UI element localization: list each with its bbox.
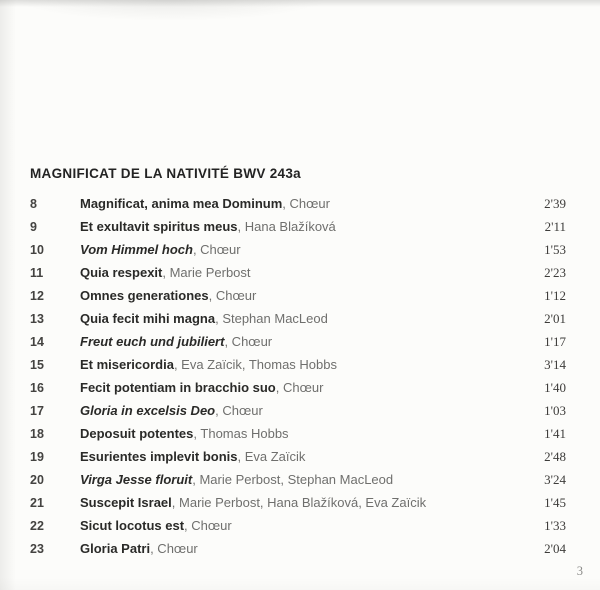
track-title: Vom Himmel hoch bbox=[80, 242, 193, 257]
track-title: Gloria Patri bbox=[80, 541, 151, 556]
track-number: 14 bbox=[30, 334, 44, 349]
track-row bbox=[30, 468, 566, 491]
track-number: 20 bbox=[30, 472, 44, 487]
track-duration: 3'14 bbox=[544, 356, 566, 372]
page-number: 3 bbox=[576, 564, 583, 578]
track-duration: 1'17 bbox=[544, 333, 566, 349]
track-text bbox=[80, 288, 532, 303]
track-performers: , Chœur bbox=[224, 334, 273, 349]
track-text bbox=[80, 449, 532, 464]
track-performers: , Chœur bbox=[215, 403, 263, 418]
track-row bbox=[30, 422, 566, 445]
track-duration: 1'03 bbox=[544, 402, 566, 418]
track-list bbox=[30, 192, 566, 560]
track-title: Suscepit Israel bbox=[80, 495, 172, 510]
track-row bbox=[30, 445, 566, 468]
track-title: Freut euch und jubiliert bbox=[80, 334, 225, 349]
track-text bbox=[80, 518, 532, 533]
track-row bbox=[30, 399, 566, 422]
track-row bbox=[30, 537, 566, 560]
track-row bbox=[30, 307, 566, 330]
track-performers: , Thomas Hobbs bbox=[193, 426, 289, 441]
track-number: 21 bbox=[30, 495, 44, 510]
track-performers: , Eva Zaïcik bbox=[237, 449, 306, 464]
track-text bbox=[80, 426, 532, 441]
track-performers: , Hana Blažíková bbox=[237, 219, 336, 234]
track-number: 8 bbox=[30, 196, 37, 211]
track-duration: 1'12 bbox=[544, 287, 566, 303]
track-performers: , Chœur bbox=[275, 380, 324, 395]
track-text bbox=[80, 334, 532, 349]
track-row bbox=[30, 491, 566, 514]
track-number: 9 bbox=[30, 219, 37, 234]
track-row bbox=[30, 261, 566, 284]
track-duration: 1'40 bbox=[544, 379, 566, 395]
track-duration: 2'01 bbox=[544, 310, 566, 326]
track-title: Deposuit potentes bbox=[80, 426, 194, 441]
track-title: Quia fecit mihi magna bbox=[80, 311, 216, 326]
track-row bbox=[30, 238, 566, 261]
track-title: Et misericordia bbox=[80, 357, 174, 372]
track-duration: 2'04 bbox=[544, 540, 566, 556]
track-title: Gloria in excelsis Deo bbox=[80, 403, 216, 418]
track-performers: , Chœur bbox=[282, 196, 330, 211]
track-text bbox=[80, 311, 532, 326]
track-title: Omnes generationes bbox=[80, 288, 209, 303]
track-number: 23 bbox=[30, 541, 44, 556]
track-number: 18 bbox=[30, 426, 44, 441]
track-duration: 2'11 bbox=[544, 218, 566, 234]
track-duration: 2'23 bbox=[544, 264, 566, 280]
track-row bbox=[30, 353, 566, 376]
track-number: 10 bbox=[30, 242, 44, 257]
track-performers: , Chœur bbox=[192, 242, 241, 257]
track-duration: 2'39 bbox=[544, 195, 566, 211]
track-title: Virga Jesse floruit bbox=[80, 472, 193, 487]
track-row bbox=[30, 330, 566, 353]
track-number: 15 bbox=[30, 357, 44, 372]
track-performers: , Chœur bbox=[150, 541, 198, 556]
track-performers: , Marie Perbost, Stephan MacLeod bbox=[192, 472, 394, 487]
track-row bbox=[30, 376, 566, 399]
track-text bbox=[80, 357, 532, 372]
track-text bbox=[80, 495, 532, 510]
track-duration: 1'45 bbox=[544, 494, 566, 510]
track-title: Fecit potentiam in bracchio suo bbox=[80, 380, 276, 395]
track-row bbox=[30, 514, 566, 537]
track-text bbox=[80, 472, 532, 487]
track-duration: 1'41 bbox=[544, 425, 566, 441]
track-performers: , Chœur bbox=[208, 288, 257, 303]
track-title: Quia respexit bbox=[80, 265, 163, 280]
track-text bbox=[80, 541, 532, 556]
track-duration: 1'33 bbox=[544, 517, 566, 533]
track-text bbox=[80, 265, 532, 280]
track-performers: , Chœur bbox=[184, 518, 232, 533]
track-number: 12 bbox=[30, 288, 44, 303]
track-performers: , Stephan MacLeod bbox=[215, 311, 328, 326]
track-title: Et exultavit spiritus meus bbox=[80, 219, 238, 234]
track-number: 19 bbox=[30, 449, 44, 464]
track-number: 13 bbox=[30, 311, 44, 326]
track-text bbox=[80, 380, 532, 395]
track-number: 11 bbox=[30, 265, 44, 280]
track-title: Esurientes implevit bonis bbox=[80, 449, 238, 464]
track-performers: , Marie Perbost bbox=[162, 265, 251, 280]
track-text bbox=[80, 219, 533, 234]
track-number: 16 bbox=[30, 380, 44, 395]
track-number: 22 bbox=[30, 518, 44, 533]
track-row bbox=[30, 284, 566, 307]
track-text bbox=[80, 196, 532, 211]
track-number: 17 bbox=[30, 403, 44, 418]
track-duration: 1'53 bbox=[544, 241, 566, 257]
track-row bbox=[30, 215, 566, 238]
track-title: Magnificat, anima mea Dominum bbox=[80, 196, 283, 211]
track-text bbox=[80, 403, 532, 418]
track-row bbox=[30, 192, 566, 215]
track-duration: 2'48 bbox=[544, 448, 566, 464]
section-title: MAGNIFICAT DE LA NATIVITÉ BWV 243a bbox=[30, 166, 301, 181]
track-text bbox=[80, 242, 532, 257]
track-title: Sicut locotus est bbox=[80, 518, 185, 533]
track-performers: , Eva Zaïcik, Thomas Hobbs bbox=[173, 357, 337, 372]
track-duration: 3'24 bbox=[544, 471, 566, 487]
track-performers: , Marie Perbost, Hana Blažíková, Eva Zaïcik bbox=[171, 495, 427, 510]
